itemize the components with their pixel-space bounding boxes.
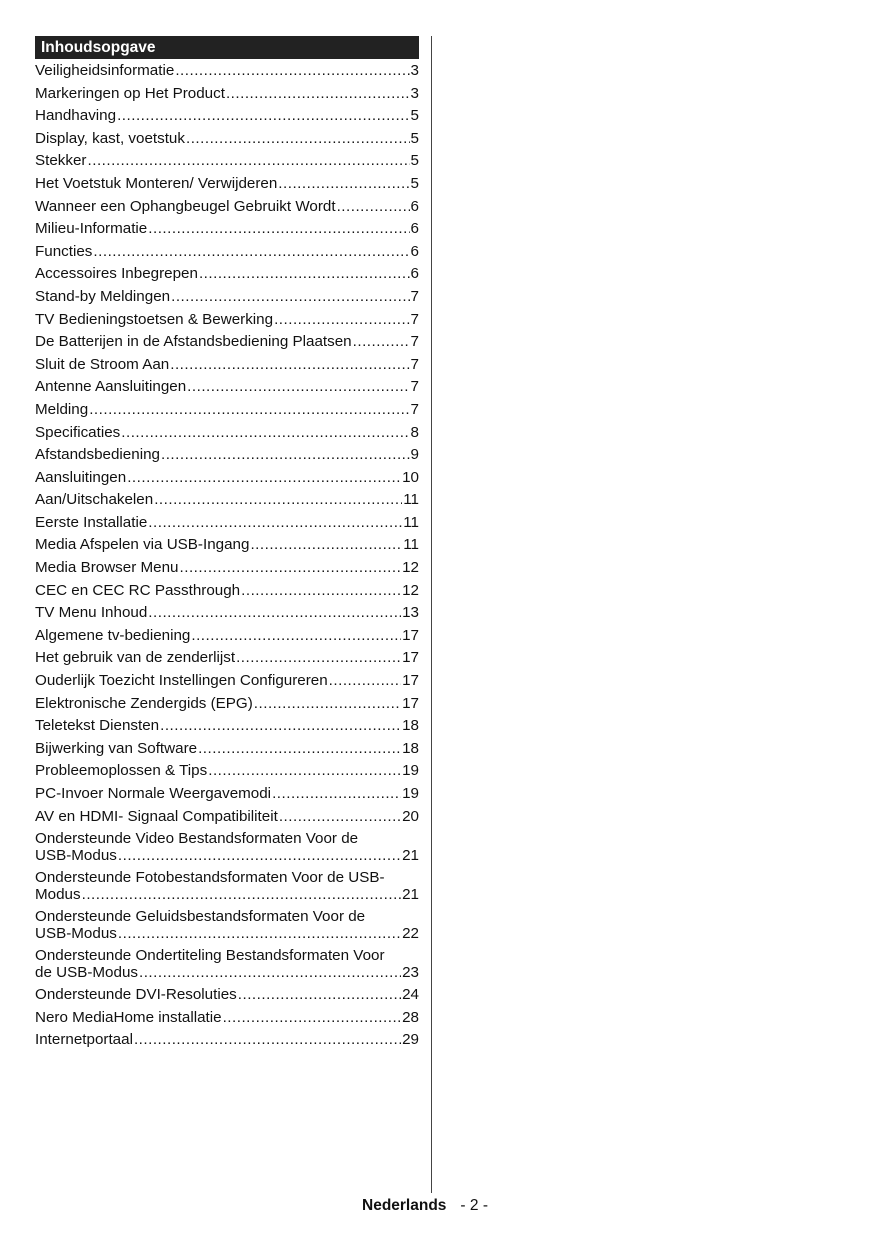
toc-entry-title: Accessoires Inbegrepen xyxy=(35,265,198,283)
toc-entry-title-line1: Ondersteunde Fotobestandsformaten Voor de USB- xyxy=(35,869,385,887)
toc-entry-page: 18 xyxy=(402,717,419,735)
toc-dot-leader xyxy=(118,847,401,865)
toc-entry-title-line1: Ondersteunde Ondertiteling Bestandsformaten Voor xyxy=(35,947,385,965)
toc-entry[interactable] xyxy=(35,806,419,829)
toc-entry[interactable] xyxy=(35,128,419,151)
toc-entry-title: Media Browser Menu xyxy=(35,559,179,577)
toc-entry[interactable] xyxy=(35,422,419,445)
toc-dot-leader xyxy=(236,647,401,670)
toc-entry-title: Internetportaal xyxy=(35,1031,133,1049)
toc-entry-title: Media Afspelen via USB-Ingang xyxy=(35,536,250,554)
toc-entry[interactable] xyxy=(35,331,419,354)
toc-entry-title: Modus xyxy=(35,886,81,904)
toc-dot-leader xyxy=(223,1007,402,1030)
toc-entry[interactable] xyxy=(35,534,419,557)
toc-dot-leader xyxy=(148,602,401,625)
toc-dot-leader xyxy=(180,557,402,580)
toc-entry-title: Nero MediaHome installatie xyxy=(35,1008,222,1026)
toc-dot-leader xyxy=(88,150,410,173)
toc-entry[interactable] xyxy=(35,783,419,806)
toc-entry[interactable] xyxy=(35,647,419,670)
toc-dot-leader xyxy=(93,241,409,264)
toc-entry-page: 17 xyxy=(402,649,419,667)
toc-entry[interactable] xyxy=(35,263,419,286)
toc-entry-title: USB-Modus xyxy=(35,925,117,943)
toc-entry-title: Antenne Aansluitingen xyxy=(35,378,187,396)
toc-entry-page: 21 xyxy=(402,886,419,904)
toc-entry-title: Functies xyxy=(35,242,93,260)
toc-entry[interactable] xyxy=(35,828,419,867)
toc-dot-leader xyxy=(208,760,401,783)
toc-entry-page: 5 xyxy=(410,107,419,125)
toc-entry-page: 5 xyxy=(410,152,419,170)
toc-dot-leader xyxy=(89,399,409,422)
toc-entry-title: TV Bedieningstoetsen & Bewerking xyxy=(35,310,274,328)
toc-entry-title: Handhaving xyxy=(35,107,117,125)
toc-dot-leader xyxy=(148,512,402,535)
toc-entry-title: Het Voetstuk Monteren/ Verwijderen xyxy=(35,174,278,192)
toc-entry[interactable] xyxy=(35,945,419,984)
toc-dot-leader xyxy=(171,286,409,309)
toc-dot-leader xyxy=(117,105,409,128)
toc-dot-leader xyxy=(139,964,401,982)
toc-dot-leader xyxy=(127,467,401,490)
toc-entry-page: 7 xyxy=(410,310,419,328)
toc-dot-leader xyxy=(353,331,410,354)
toc-dot-leader xyxy=(278,173,409,196)
toc-entry-page: 23 xyxy=(402,964,419,982)
toc-entry-page: 19 xyxy=(402,762,419,780)
toc-entry[interactable] xyxy=(35,196,419,219)
footer-page-number: - 2 - xyxy=(460,1197,488,1214)
toc-entry-title: AV en HDMI- Signaal Compatibiliteit xyxy=(35,807,278,825)
toc-dot-leader xyxy=(250,534,402,557)
toc-dot-leader xyxy=(198,738,401,761)
toc-entry-page: 11 xyxy=(403,513,419,531)
toc-entry[interactable] xyxy=(35,286,419,309)
toc-entry-title: Sluit de Stroom Aan xyxy=(35,355,170,373)
toc-entry[interactable] xyxy=(35,105,419,128)
toc-dot-leader xyxy=(272,783,401,806)
toc-dot-leader xyxy=(274,309,409,332)
toc-dot-leader xyxy=(199,263,410,286)
toc-dot-leader xyxy=(337,196,410,219)
toc-entry-title: Stand-by Meldingen xyxy=(35,287,171,305)
toc-entry[interactable] xyxy=(35,173,419,196)
toc-entry[interactable] xyxy=(35,602,419,625)
toc-entry-page: 12 xyxy=(402,581,419,599)
toc-entry-title: Probleemoplossen & Tips xyxy=(35,762,208,780)
toc-entry-page: 8 xyxy=(410,423,419,441)
toc-entry-page: 11 xyxy=(403,491,419,509)
toc-entry[interactable] xyxy=(35,489,419,512)
toc-entry-page: 7 xyxy=(410,400,419,418)
table-of-contents xyxy=(35,36,419,1052)
toc-entry[interactable] xyxy=(35,906,419,945)
toc-entry[interactable] xyxy=(35,693,419,716)
toc-entry[interactable] xyxy=(35,467,419,490)
toc-dot-leader xyxy=(154,489,402,512)
toc-dot-leader xyxy=(161,444,410,467)
toc-entry-page: 17 xyxy=(402,672,419,690)
toc-entry-page: 7 xyxy=(410,355,419,373)
toc-dot-leader xyxy=(148,218,409,241)
toc-entry[interactable] xyxy=(35,512,419,535)
toc-entry-title: Wanneer een Ophangbeugel Gebruikt Wordt xyxy=(35,197,336,215)
toc-entry-page: 13 xyxy=(402,604,419,622)
toc-entry[interactable] xyxy=(35,715,419,738)
toc-dot-leader xyxy=(191,625,401,648)
column-divider xyxy=(431,36,432,1193)
toc-dot-leader xyxy=(254,693,401,716)
toc-entry[interactable] xyxy=(35,83,419,106)
toc-entry-title: Aansluitingen xyxy=(35,468,127,486)
toc-entry-title: Elektronische Zendergids (EPG) xyxy=(35,694,253,712)
toc-entry-title-line1: Ondersteunde Geluidsbestandsformaten Voor de xyxy=(35,908,366,926)
toc-entry-page: 7 xyxy=(410,378,419,396)
toc-entry-page: 10 xyxy=(402,468,419,486)
toc-entry-page: 11 xyxy=(403,536,419,554)
toc-entry-page: 7 xyxy=(410,333,419,351)
toc-dot-leader xyxy=(329,670,401,693)
toc-entry[interactable] xyxy=(35,218,419,241)
toc-entry-page: 6 xyxy=(410,242,419,260)
toc-entry-page: 28 xyxy=(402,1008,419,1026)
toc-entry-title: PC-Invoer Normale Weergavemodi xyxy=(35,785,272,802)
toc-entry-title: Algemene tv-bediening xyxy=(35,626,191,644)
toc-dot-leader xyxy=(241,580,401,603)
toc-entry[interactable] xyxy=(35,376,419,399)
toc-dot-leader xyxy=(187,376,409,399)
toc-dot-leader xyxy=(279,806,401,829)
toc-dot-leader xyxy=(118,925,401,943)
toc-entry-title: CEC en CEC RC Passthrough xyxy=(35,581,241,599)
toc-dot-leader xyxy=(238,984,401,1007)
toc-entry-page: 21 xyxy=(402,847,419,865)
toc-entry[interactable] xyxy=(35,984,419,1007)
toc-entry-title: Specificaties xyxy=(35,423,121,441)
toc-entry[interactable] xyxy=(35,150,419,173)
toc-entry-title: TV Menu Inhoud xyxy=(35,604,148,622)
toc-entry-page: 6 xyxy=(410,197,419,215)
toc-dot-leader xyxy=(226,83,410,106)
toc-entry-title: Aan/Uitschakelen xyxy=(35,491,154,509)
toc-entry-title: Bijwerking van Software xyxy=(35,739,198,757)
toc-entry-page: 22 xyxy=(402,925,419,943)
toc-entry[interactable] xyxy=(35,1029,419,1052)
toc-dot-leader xyxy=(160,715,401,738)
toc-entry-title: Ouderlijk Toezicht Instellingen Configureren xyxy=(35,672,328,690)
toc-entry-page: 3 xyxy=(410,62,419,79)
toc-dot-leader xyxy=(82,886,402,904)
toc-entry-page: 5 xyxy=(410,174,419,192)
toc-entry[interactable] xyxy=(35,867,419,906)
toc-entry[interactable] xyxy=(35,444,419,467)
toc-entry-page: 6 xyxy=(410,220,419,238)
toc-heading: Inhoudsopgave xyxy=(35,36,419,59)
toc-dot-leader xyxy=(175,60,409,83)
toc-entry-title: Markeringen op Het Product xyxy=(35,84,225,102)
toc-entry-title: Stekker xyxy=(35,152,87,170)
toc-entry[interactable] xyxy=(35,760,419,783)
toc-entry-page: 7 xyxy=(410,287,419,305)
toc-entry-page: 17 xyxy=(402,626,419,644)
toc-entry[interactable] xyxy=(35,670,419,693)
toc-entry-page: 19 xyxy=(402,785,419,802)
toc-entry-page: 3 xyxy=(410,84,419,102)
toc-entry-title: De Batterijen in de Afstandsbediening Plaatsen xyxy=(35,333,352,351)
toc-entry-page: 12 xyxy=(402,559,419,577)
toc-entry-title: Melding xyxy=(35,400,89,418)
footer-language: Nederlands xyxy=(362,1197,447,1214)
toc-entry[interactable] xyxy=(35,309,419,332)
toc-entry-title: Afstandsbediening xyxy=(35,446,160,464)
toc-dot-leader xyxy=(170,354,409,377)
toc-entry-page: 17 xyxy=(402,694,419,712)
toc-entry-page: 29 xyxy=(402,1031,419,1049)
toc-entry[interactable] xyxy=(35,354,419,377)
toc-entry[interactable] xyxy=(35,557,419,580)
toc-entry[interactable] xyxy=(35,60,419,83)
toc-entry-title: Veiligheidsinformatie xyxy=(35,62,175,79)
toc-dot-leader xyxy=(134,1029,401,1052)
toc-entry-title: USB-Modus xyxy=(35,847,117,865)
toc-entry-title: de USB-Modus xyxy=(35,964,138,982)
toc-entry[interactable] xyxy=(35,241,419,264)
toc-entry-title: Eerste Installatie xyxy=(35,513,148,531)
toc-entry-title-line1: Ondersteunde Video Bestandsformaten Voor de xyxy=(35,830,359,848)
toc-entry-page: 6 xyxy=(410,265,419,283)
toc-entry-title: Ondersteunde DVI-Resoluties xyxy=(35,986,237,1004)
toc-entry-page: 20 xyxy=(402,807,419,825)
toc-entry[interactable] xyxy=(35,580,419,603)
toc-entry-title: Display, kast, voetstuk xyxy=(35,129,185,147)
toc-entry-page: 24 xyxy=(402,986,419,1004)
toc-dot-leader xyxy=(121,422,409,445)
toc-dot-leader xyxy=(186,128,410,151)
toc-entry[interactable] xyxy=(35,399,419,422)
toc-entry[interactable] xyxy=(35,625,419,648)
toc-entry-title: Teletekst Diensten xyxy=(35,717,160,735)
toc-entry-page: 9 xyxy=(410,446,419,464)
toc-entry[interactable] xyxy=(35,1007,419,1030)
page-footer xyxy=(362,1195,488,1217)
toc-entry-title: Milieu-Informatie xyxy=(35,220,148,238)
toc-entry[interactable] xyxy=(35,738,419,761)
toc-entry-title: Het gebruik van de zenderlijst xyxy=(35,649,236,667)
toc-entry-page: 5 xyxy=(410,129,419,147)
toc-entry-page: 18 xyxy=(402,739,419,757)
